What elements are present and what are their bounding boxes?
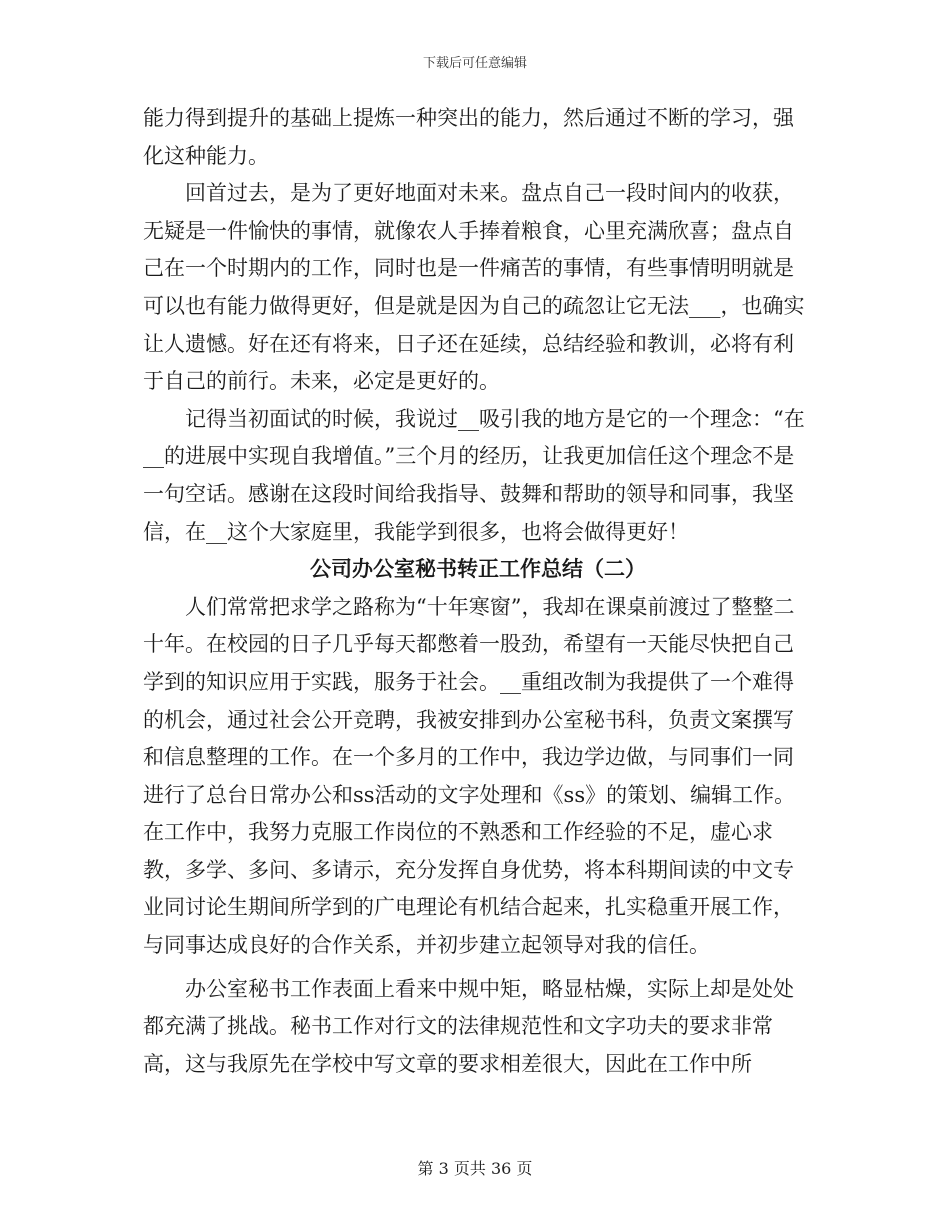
paragraph-continuation: 能力得到提升的基础上提炼一种突出的能力，然后通过不断的学习，强化这种能力。 xyxy=(143,106,794,168)
paragraph: 人们常常把求学之路称为“十年寒窗”，我却在课桌前渡过了整整二十年。在校园的日子几乎每天都憋着一股劲，希望有一天能尽快把自己学到的知识应用于实践，服务于社会。__重组改制为我提供了一个难得的机会，通过社会公开竞聘，我被安排到办公室秘书科，负责文案撰写和信息整理的工作。在一个多月的工作中，我边学边做，与同事们一同进行了总台日常办公和ss活动的文字处理和《ss》的策划、编辑工作。在工作中，我努力克服工作岗位的不熟悉和工作经验的不足，虚心求教，多学、多问、多请示，充分发挥自身优势，将本科期间读的中文专业同讨论生期间所学到的广电理论有机结合起来，扎实稳重开展工作，与同事达成良好的合作关系，并初步建立起领导对我的信任。 xyxy=(143,594,796,958)
paragraph: 办公室秘书工作表面上看来中规中矩，略显枯燥，实际上却是处处都充满了挑战。秘书工作对行文的法律规范性和文字功夫的要求非常高，这与我原先在学校中写文章的要求相差很大，因此在工作中所 xyxy=(143,976,794,1076)
paragraph: 记得当初面试的时候，我说过__吸引我的地方是它的一个理念：“在__的进展中实现自我增值。”三个月的经历，让我更加信任这个理念不是一句空话。感谢在这段时间给我指导、鼓舞和帮助的领导和同事，我坚信，在__这个大家庭里，我能学到很多，也将会做得更好！ xyxy=(143,406,805,544)
page-header: 下载后可任意编辑 xyxy=(422,56,527,71)
paragraph: 回首过去，是为了更好地面对未来。盘点自己一段时间内的收获，无疑是一件愉快的事情，就像农人手捧着粮食，心里充满欣喜；盘点自己在一个时期内的工作，同时也是一件痛苦的事情，有些事情明明就是可以也有能力做得更好，但是就是因为自己的疏忽让它无法___，也确实让人遗憾。好在还有将来，日子还在延续，总结经验和教训，必将有利于自己的前行。未来，必定是更好的。 xyxy=(143,181,805,394)
section-title: 公司办公室秘书转正工作总结（二） xyxy=(310,557,646,582)
page-footer: 第 3 页共 36 页 xyxy=(417,1159,533,1178)
document-body xyxy=(143,100,813,1083)
